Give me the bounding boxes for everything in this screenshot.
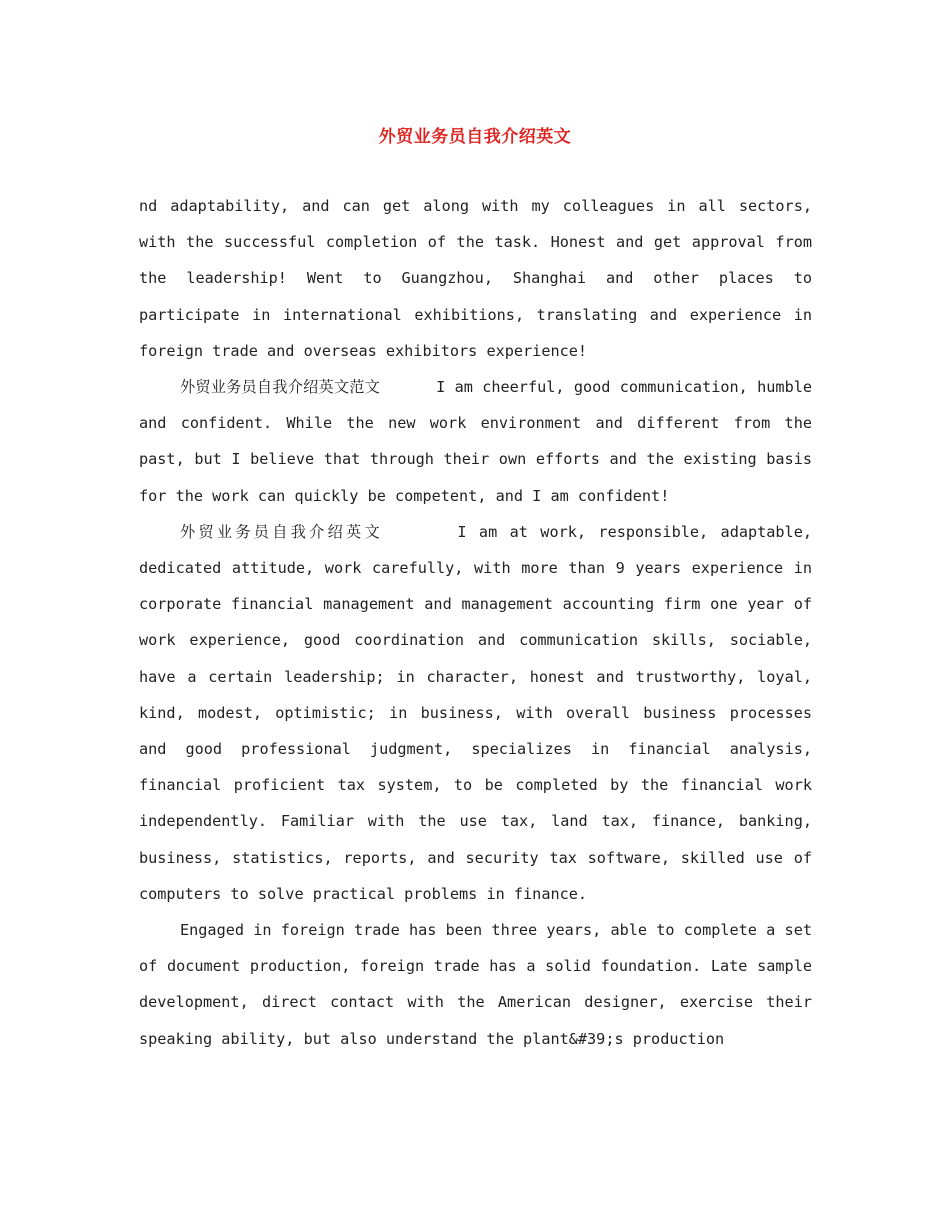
- paragraph-3-text: I am at work, responsible, adaptable, dedicated attitude, work carefully, with more than 9 years experience in corporate financial management and management accounting firm one year of work experience, good coordination and communication skills, sociable, have a certain leadership; in character, honest and trustworthy, loyal, kind, modest, optimistic; in business, with overall business processes and good professional judgment, specializes in financial analysis, financial proficient tax system, to be completed by the financial work independently. Familiar with the use tax, land tax, finance, banking, business, statistics, reports, and security tax software, skilled use of computers to solve practical problems in finance.: [139, 522, 812, 903]
- paragraph-1: [139, 188, 812, 369]
- paragraph-1-text: nd adaptability, and can get along with my colleagues in all sectors, with the successful completion of the task. Honest and get approval from the leadership! Went to Guangzhou, Shanghai and other places to participate in international exhibitions, translating and experience in foreign trade and overseas exhibitors experience!: [139, 197, 812, 360]
- document-body: [139, 188, 812, 1057]
- document-title: 外贸业务员自我介绍英文: [378, 127, 572, 147]
- paragraph-3: [139, 514, 812, 912]
- paragraph-2: [139, 369, 812, 514]
- paragraph-3-heading: 外贸业务员自我介绍英文: [180, 522, 383, 541]
- paragraph-4: [139, 912, 812, 1057]
- paragraph-4-text: Engaged in foreign trade has been three years, able to complete a set of document production, foreign trade has a solid foundation. Late sample development, direct contact with the American designer, exercise their speaking ability, but also understand the plant&#39;s production: [139, 921, 812, 1048]
- paragraph-2-text: I am cheerful, good communication, humble and confident. While the new work environment and different from the past, but I believe that through their own efforts and the existing basis for the work can quickly be competent, and I am confident!: [139, 378, 812, 505]
- paragraph-2-heading: 外贸业务员自我介绍英文范文: [180, 378, 381, 397]
